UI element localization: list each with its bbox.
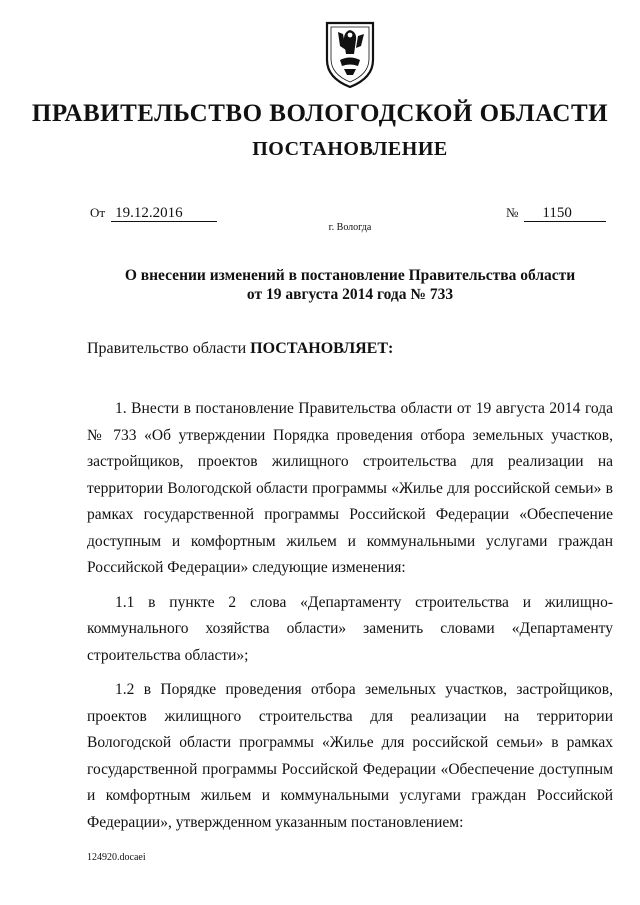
date-value: 19.12.2016 <box>111 205 217 222</box>
document-body <box>87 396 613 844</box>
document-number <box>506 205 606 222</box>
date-label: От <box>90 205 106 220</box>
paragraph-1: 1. Внести в постановление Правительства области от 19 августа 2014 года № 733 «Об утверждении Порядка проведения отбора земельных участков, застройщиков, проектов жилищного строительства для реализации на территории Вологодской области программы «Жилье для российской семьи» в рамках государственной программы Российской Федерации «Обеспечение доступным и комфортным жильем и коммунальными услугами граждан Российской Федерации» следующие изменения: <box>87 400 613 576</box>
number-value: 1150 <box>524 205 606 222</box>
file-code: 124920.docaei <box>87 852 146 863</box>
decree-keyword: ПОСТАНОВЛЯЕТ: <box>250 340 394 357</box>
number-label: № <box>506 205 519 220</box>
document-type-title: ПОСТАНОВЛЕНИЕ <box>252 138 448 160</box>
decree-lead: Правительство области <box>87 340 251 357</box>
paragraph-1-2: 1.2 в Порядке проведения отбора земельных участков, застройщиков, проектов жилищного строительства для реализации на территории Вологодской области программы «Жилье для российской семьи» в рамках государственной программы Российской Федерации «Обеспечение доступным и комфортным жильем и коммунальными услугами граждан Российской Федерации», утвержденном указанным постановлением: <box>87 681 613 831</box>
subject-line-2: от 19 августа 2014 года № 733 <box>246 286 454 303</box>
decree-statement <box>87 340 393 358</box>
subject-line-1: О внесении изменений в постановление Правительства области <box>124 267 576 284</box>
vologda-coat-of-arms-icon <box>324 20 376 90</box>
paragraph-1-1: 1.1 в пункте 2 слова «Департаменту строительства и жилищно-коммунального хозяйства области» заменить словами «Департаменту строительства области»; <box>87 593 613 664</box>
document-date <box>90 205 217 222</box>
organization-title: ПРАВИТЕЛЬСТВО ВОЛОГОДСКОЙ ОБЛАСТИ <box>31 100 609 127</box>
city-name: г. Вологда <box>328 222 372 233</box>
document-subject <box>60 266 640 304</box>
